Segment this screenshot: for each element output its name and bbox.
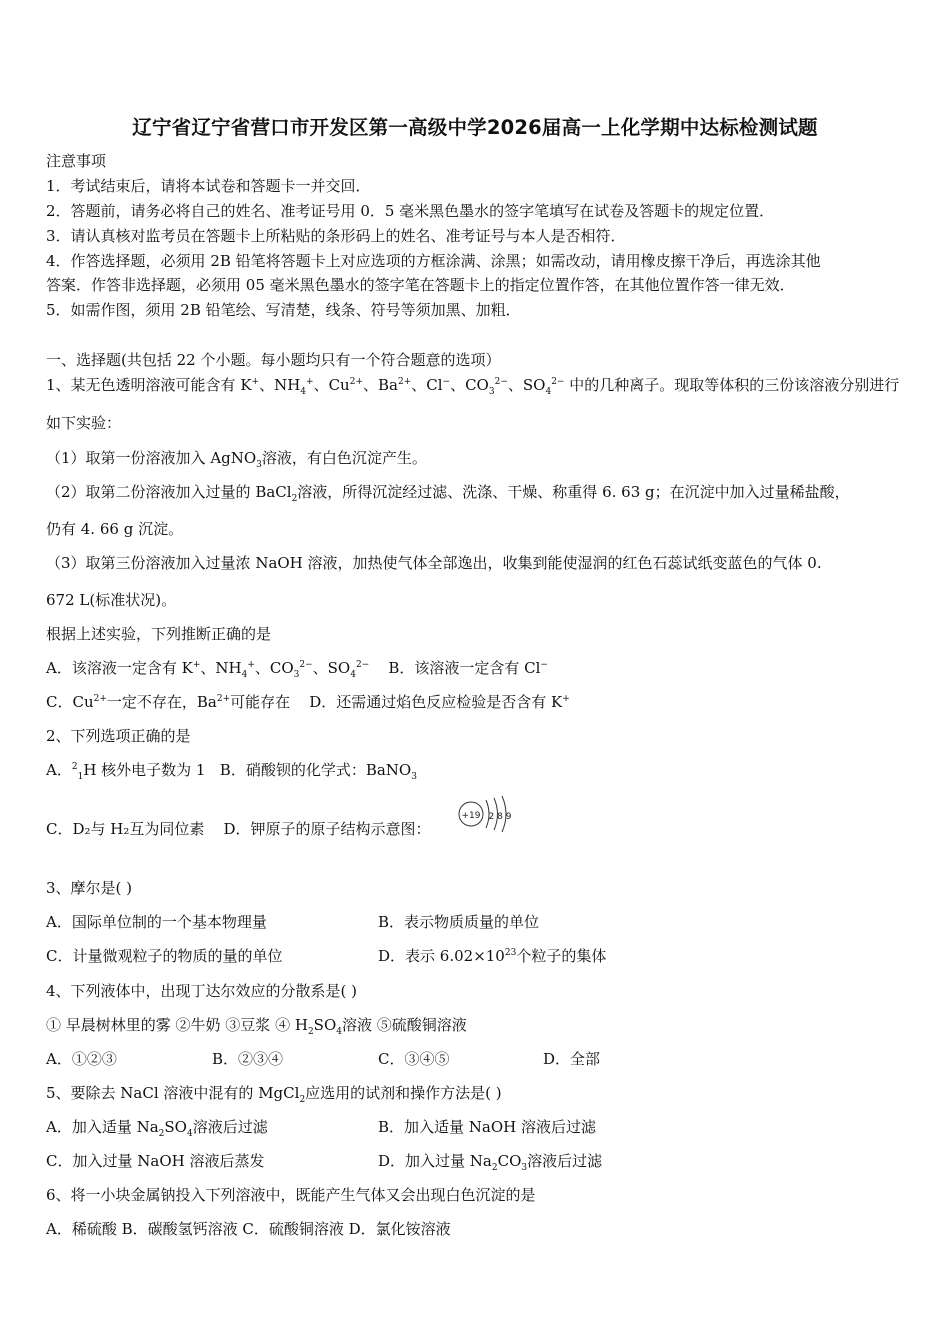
q2-options-ab xyxy=(46,760,417,780)
q5-option-c: C．加入过量 NaOH 溶液后蒸发 xyxy=(46,1152,265,1170)
q1-options-ab xyxy=(46,658,548,678)
q4-option-d: D．全部 xyxy=(543,1050,601,1068)
q5-option-b: B．加入适量 NaOH 溶液后过滤 xyxy=(378,1118,597,1136)
q4-option-c: C．③④⑤ xyxy=(378,1050,450,1068)
notice-item-3: 3．请认真核对监考员在答题卡上所粘贴的条形码上的姓名、准考证号与本人是否相符． xyxy=(46,227,626,245)
q1-experiment-2: （2）取第二份溶液加入过量的 BaCl$_2$溶液，所得沉淀经过滤、洗涤、干燥、称重得 6. 63 g；在沉淀中加入过量稀盐酸， xyxy=(46,483,850,504)
q1-experiment-3: （3）取第三份溶液加入过量浓 NaOH 溶液，加热使气体全部逸出，收集到能使湿润的红色石蕊试纸变蓝色的气体 0. xyxy=(46,554,822,572)
q1-option-b: B．该溶液一定含有 Cl− xyxy=(388,659,548,677)
atom-shell-electrons: 2 8 9 xyxy=(488,812,512,822)
notice-item-1: 1．考试结束后，请将本试卷和答题卡一并交回． xyxy=(46,177,371,195)
q5-option-a: A．加入适量 $Na_2SO_4$溶液后过滤 xyxy=(46,1118,268,1139)
q2-option-a: A．$^2_1$H 核外电子数为 1 xyxy=(46,761,206,782)
q3-option-a: A．国际单位制的一个基本物理量 xyxy=(46,913,267,931)
q6-options: A．稀硫酸 B．碳酸氢钙溶液 C．硫酸铜溶液 D．氯化铵溶液 xyxy=(46,1220,451,1238)
q1-question: 根据上述实验，下列推断正确的是 xyxy=(46,625,272,643)
q1-experiment-2-cont: 仍有 4. 66 g 沉淀。 xyxy=(46,520,184,538)
q2-option-b: B．硝酸钡的化学式：BaNO$_3$ xyxy=(219,761,417,782)
q1-stem-cont: 如下实验： xyxy=(46,414,122,432)
section-heading: 一、选择题(共包括 22 个小题。每小题均只有一个符合题意的选项） xyxy=(46,351,501,369)
q3-option-c: C．计量微观粒子的物质的量的单位 xyxy=(46,947,283,965)
q1-stem: 1、某无色透明溶液可能含有 K+、$NH_4^+$、$Cu^{2+}$、$Ba^{2+}$、Cl−、$CO_3^{2-}$、$SO_4^{2-}$ 中的几种离子。现取等体积的三份该溶液分别进行 xyxy=(46,376,900,397)
atom-nucleus-label: +19 xyxy=(461,811,481,821)
document-title: 辽宁省辽宁省营口市开发区第一高级中学2026届高一上化学期中达标检测试题 xyxy=(132,116,818,139)
q1-option-d: D．还需通过焰色反应检验是否含有 K+ xyxy=(309,693,570,711)
q3-option-d: D．表示 $6.02\times 10^{23}$个粒子的集体 xyxy=(378,947,607,965)
notice-item-4-cont: 答案．作答非选择题，必须用 05 毫米黑色墨水的签字笔在答题卡上的指定位置作答，在其他位置作答一律无效． xyxy=(46,276,795,294)
q3-options-ab xyxy=(46,912,906,932)
q2-options-cd xyxy=(46,819,431,839)
q1-experiment-3-cont: 672 L(标准状况)。 xyxy=(46,591,177,609)
notice-item-5: 5．如需作图，须用 2B 铅笔绘、写清楚，线条、符号等须加黑、加粗． xyxy=(46,301,521,319)
q2-stem: 2、下列选项正确的是 xyxy=(46,727,191,745)
q5-stem: 5、要除去 NaCl 溶液中混有的 MgCl$_2$应选用的试剂和操作方法是( ) xyxy=(46,1084,502,1105)
notice-item-2: 2．答题前，请务必将自己的姓名、准考证号用 0．5 毫米黑色墨水的签字笔填写在试卷及答题卡的规定位置． xyxy=(46,202,775,220)
q5-options-ab xyxy=(46,1117,906,1137)
notice-item-4: 4．作答选择题，必须用 2B 铅笔将答题卡上对应选项的方框涂满、涂黑；如需改动，请用橡皮擦干净后，再选涂其他 xyxy=(46,252,821,270)
potassium-atom-diagram xyxy=(454,794,518,834)
q4-option-a: A．①②③ xyxy=(46,1050,117,1068)
q4-stem: 4、下列液体中，出现丁达尔效应的分散系是( ) xyxy=(46,982,358,1000)
q2-option-d: D．钾原子的原子结构示意图： xyxy=(223,820,431,838)
q2-option-c: C．D₂与 H₂互为同位素 xyxy=(46,820,205,838)
q4-option-b: B．②③④ xyxy=(212,1050,284,1068)
q1-option-c: C．$Cu^{2+}$一定不存在，$Ba^{2+}$可能存在 xyxy=(46,693,291,711)
q3-options-cd xyxy=(46,946,906,966)
q1-options-cd xyxy=(46,692,570,712)
notice-heading: 注意事项 xyxy=(46,152,107,170)
q1-experiment-1: （1）取第一份溶液加入 AgNO$_3$溶液，有白色沉淀产生。 xyxy=(46,449,427,470)
q3-stem: 3、摩尔是( ) xyxy=(46,879,133,897)
q5-options-cd xyxy=(46,1151,906,1171)
q5-option-d: D．加入过量 $Na_2CO_3$溶液后过滤 xyxy=(378,1152,603,1173)
q4-items: ① 早晨树林里的雾 ②牛奶 ③豆浆 ④ $H_2SO_4$溶液 ⑤硫酸铜溶液 xyxy=(46,1016,467,1037)
q3-option-b: B．表示物质质量的单位 xyxy=(378,913,540,931)
q1-option-a: A．该溶液一定含有 K+、$NH_4^+$、$CO_3^{2-}$、$SO_4^{2-}$ xyxy=(46,659,370,680)
q6-stem: 6、将一小块金属钠投入下列溶液中，既能产生气体又会出现白色沉淀的是 xyxy=(46,1186,536,1204)
